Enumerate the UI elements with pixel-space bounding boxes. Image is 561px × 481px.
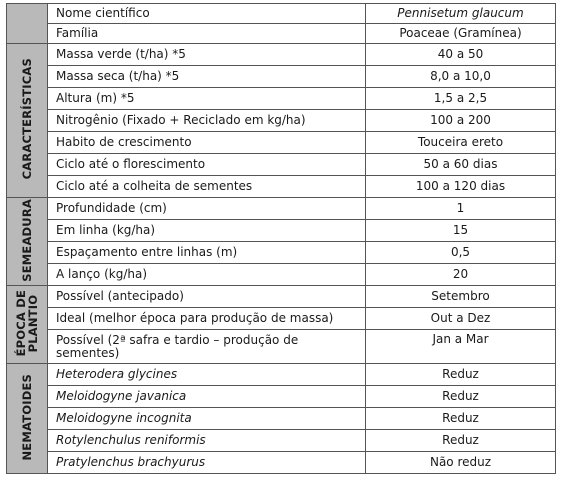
family-label: Família bbox=[48, 24, 366, 44]
row-label: A lanço (kg/ha) bbox=[48, 264, 366, 286]
row-value: 50 a 60 dias bbox=[366, 154, 556, 176]
row-label: Altura (m) *5 bbox=[48, 88, 366, 110]
table-row bbox=[7, 44, 556, 66]
row-label: Ciclo até o florescimento bbox=[48, 154, 366, 176]
row-value: Reduz bbox=[366, 386, 556, 408]
table-row bbox=[7, 220, 556, 242]
row-value: 20 bbox=[366, 264, 556, 286]
table-row bbox=[7, 66, 556, 88]
row-value: 1,5 a 2,5 bbox=[366, 88, 556, 110]
crop-info-table bbox=[6, 3, 556, 474]
row-label: Rotylenchulus reniformis bbox=[48, 430, 366, 452]
row-value: Setembro bbox=[366, 286, 556, 308]
row-label: Em linha (kg/ha) bbox=[48, 220, 366, 242]
row-value: Reduz bbox=[366, 430, 556, 452]
row-label: Massa seca (t/ha) *5 bbox=[48, 66, 366, 88]
row-label: Pratylenchus brachyurus bbox=[48, 452, 366, 474]
row-value: Reduz bbox=[366, 408, 556, 430]
table-row bbox=[7, 242, 556, 264]
table-row bbox=[7, 364, 556, 386]
scientific-name-value: Pennisetum glaucum bbox=[366, 4, 556, 24]
row-value: Não reduz bbox=[366, 452, 556, 474]
table-row bbox=[7, 430, 556, 452]
row-label: Ciclo até a colheita de sementes bbox=[48, 176, 366, 198]
table-row bbox=[7, 386, 556, 408]
table-row bbox=[7, 452, 556, 474]
group-title-line: ÉPOCA DE bbox=[14, 289, 28, 357]
row-label: Heterodera glycines bbox=[48, 364, 366, 386]
table-row bbox=[7, 198, 556, 220]
row-label: Espaçamento entre linhas (m) bbox=[48, 242, 366, 264]
group-header-epoca-de-plantio bbox=[7, 286, 48, 364]
row-value: Touceira ereto bbox=[366, 132, 556, 154]
group-header-semeadura bbox=[7, 198, 48, 286]
row-label: Possível (2ª safra e tardio – produção de sementes) bbox=[48, 330, 366, 364]
row-value: Out a Dez bbox=[366, 308, 556, 330]
group-title: CARACTERÍSTICAS bbox=[20, 58, 34, 180]
row-value: Jan a Mar bbox=[366, 330, 556, 364]
row-value: 8,0 a 10,0 bbox=[366, 66, 556, 88]
table-row bbox=[7, 286, 556, 308]
row-value: 0,5 bbox=[366, 242, 556, 264]
group-title bbox=[15, 290, 39, 356]
row-value: 100 a 120 dias bbox=[366, 176, 556, 198]
table-row bbox=[7, 24, 556, 44]
row-value: 100 a 200 bbox=[366, 110, 556, 132]
row-value: 15 bbox=[366, 220, 556, 242]
group-title: NEMATOIDES bbox=[20, 373, 34, 461]
table-row bbox=[7, 88, 556, 110]
crop-info-sheet bbox=[6, 3, 555, 474]
row-label: Meloidogyne javanica bbox=[48, 386, 366, 408]
group-title-line: PLANTIO bbox=[26, 294, 40, 352]
group-header-nematoides bbox=[7, 364, 48, 474]
row-label: Possível (antecipado) bbox=[48, 286, 366, 308]
scientific-name-label: Nome científico bbox=[48, 4, 366, 24]
table-row bbox=[7, 132, 556, 154]
row-label: Habito de crescimento bbox=[48, 132, 366, 154]
row-label: Ideal (melhor época para produção de massa) bbox=[48, 308, 366, 330]
group-title: SEMEADURA bbox=[20, 198, 34, 282]
table-row bbox=[7, 4, 556, 24]
group-header-caracteristicas bbox=[7, 44, 48, 198]
row-label: Profundidade (cm) bbox=[48, 198, 366, 220]
table-row bbox=[7, 408, 556, 430]
row-label: Meloidogyne incognita bbox=[48, 408, 366, 430]
row-label: Massa verde (t/ha) *5 bbox=[48, 44, 366, 66]
row-value: 40 a 50 bbox=[366, 44, 556, 66]
table-row bbox=[7, 154, 556, 176]
row-value: 1 bbox=[366, 198, 556, 220]
header-group-cell bbox=[7, 4, 48, 44]
table-row bbox=[7, 110, 556, 132]
row-label: Nitrogênio (Fixado + Reciclado em kg/ha) bbox=[48, 110, 366, 132]
table-row bbox=[7, 330, 556, 364]
row-value: Reduz bbox=[366, 364, 556, 386]
table-row bbox=[7, 308, 556, 330]
table-row bbox=[7, 264, 556, 286]
family-value: Poaceae (Gramínea) bbox=[366, 24, 556, 44]
table-row bbox=[7, 176, 556, 198]
